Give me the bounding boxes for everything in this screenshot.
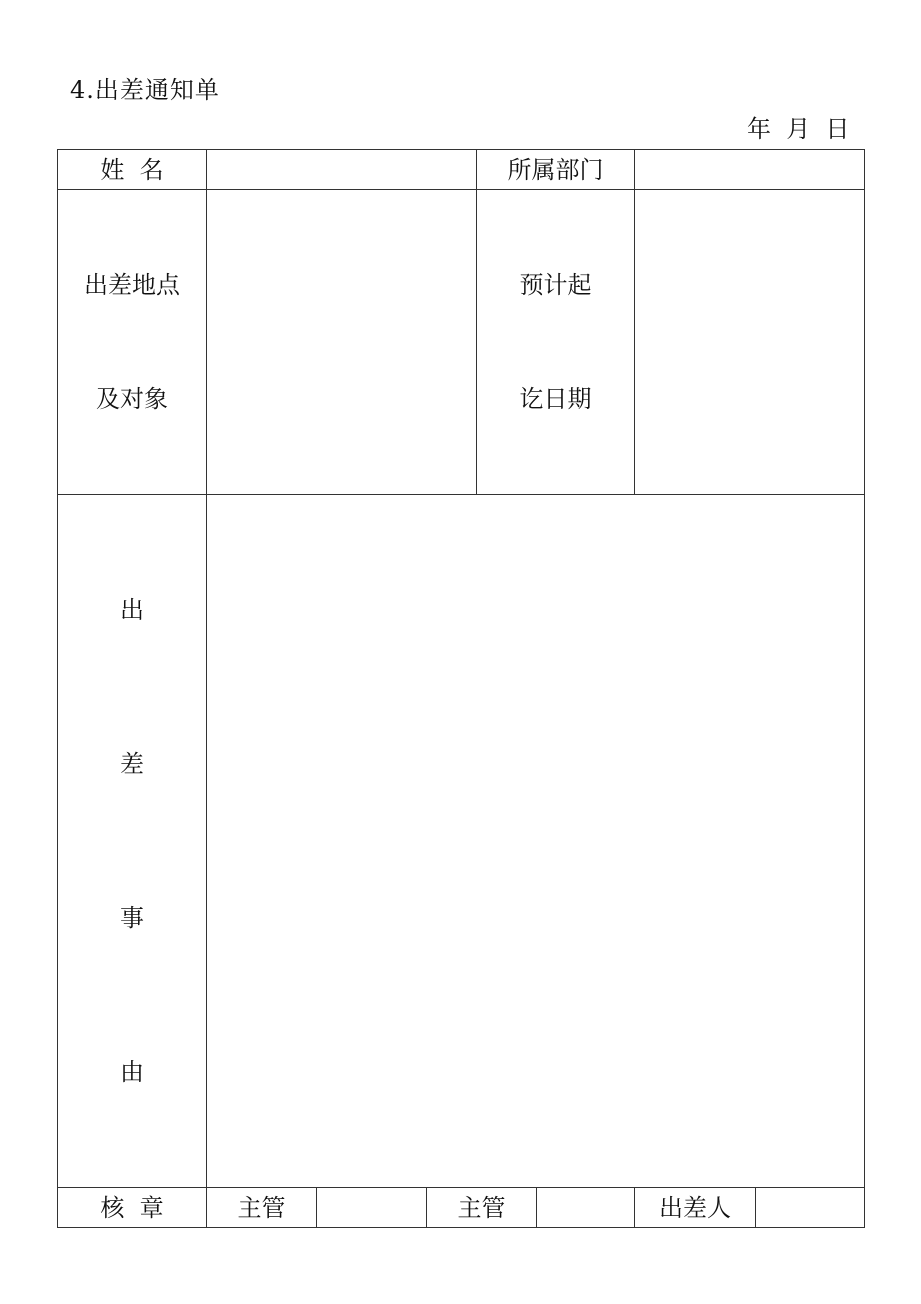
date-line: 年 月 日: [747, 115, 850, 143]
department-label: 所属部门: [477, 150, 635, 190]
traveler-label: 出差人: [635, 1188, 756, 1228]
supervisor1-label: 主管: [207, 1188, 317, 1228]
row-destination-period: [58, 190, 865, 495]
destination-label-line1: 出差地点: [84, 271, 180, 299]
period-label-line2: 讫日期: [519, 385, 592, 413]
name-field[interactable]: [207, 150, 477, 190]
destination-label-line2: 及对象: [96, 385, 168, 413]
row-name-department: [58, 150, 865, 190]
destination-label: [58, 190, 207, 495]
reason-label: [58, 495, 207, 1188]
period-label: [477, 190, 635, 495]
reason-label-char: 事: [120, 904, 144, 932]
name-label: 姓 名: [58, 150, 207, 190]
supervisor1-field[interactable]: [317, 1188, 427, 1228]
traveler-field[interactable]: [756, 1188, 865, 1228]
supervisor2-label: 主管: [427, 1188, 537, 1228]
row-reason: [58, 495, 865, 1188]
reason-label-char: 由: [120, 1058, 144, 1086]
reason-label-char: 出: [120, 596, 144, 624]
period-field[interactable]: [635, 190, 865, 495]
seal-label: 核 章: [58, 1188, 207, 1228]
period-label-line1: 预计起: [519, 271, 592, 299]
supervisor2-field[interactable]: [537, 1188, 635, 1228]
reason-field[interactable]: [207, 495, 865, 1188]
row-signatures: [58, 1188, 865, 1228]
business-trip-form: [57, 149, 865, 1228]
document-title: 4.出差通知单: [70, 76, 220, 104]
reason-label-char: 差: [120, 750, 144, 778]
destination-field[interactable]: [207, 190, 477, 495]
department-field[interactable]: [635, 150, 865, 190]
